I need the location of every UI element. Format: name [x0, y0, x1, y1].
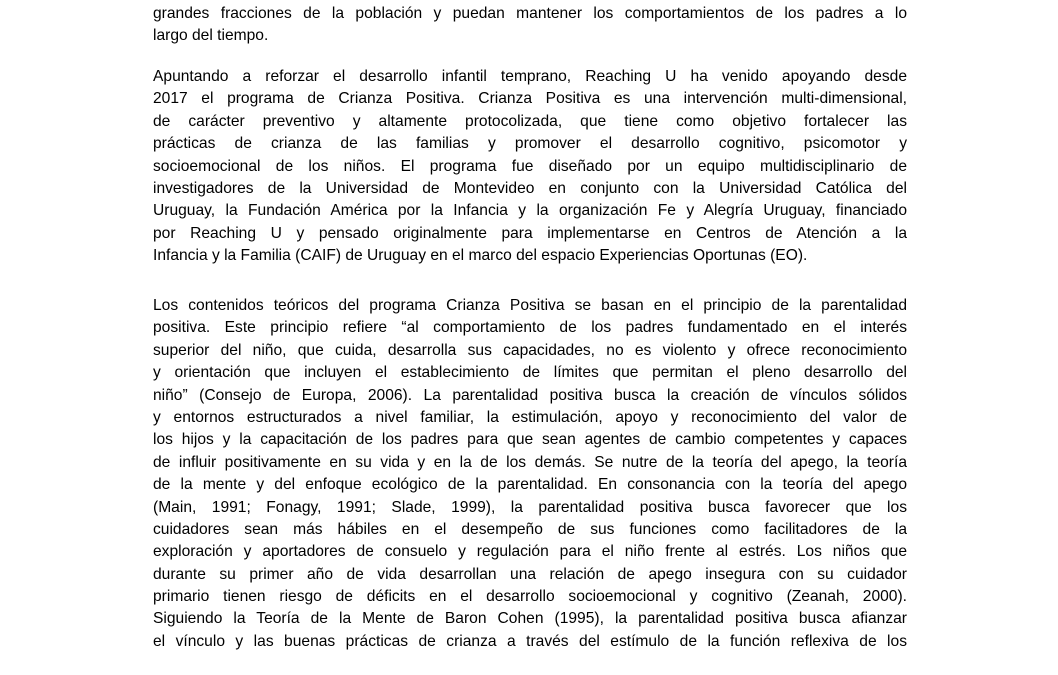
- paragraph-3: [153, 295, 907, 653]
- paragraph-1: [153, 3, 907, 48]
- text-line: positiva. Este principio refiere “al comportamiento de los padres fundamentado en el interés: [153, 319, 907, 337]
- text-line: por Reaching U y pensado originalmente para implementarse en Centros de Atención a la: [153, 224, 907, 242]
- text-line: 2017 el programa de Crianza Positiva. Crianza Positiva es una intervención multi-dimensional,: [153, 90, 907, 108]
- text-line: (Main, 1991; Fonagy, 1991; Slade, 1999), la parentalidad positiva busca favorecer que los: [153, 498, 907, 516]
- text-line: Apuntando a reforzar el desarrollo infantil temprano, Reaching U ha venido apoyando desde: [153, 68, 907, 85]
- text-line: los hijos y la capacitación de los padres para que sean agentes de cambio competentes y capaces: [153, 431, 907, 449]
- text-line: prácticas de crianza de las familias y promover el desarrollo cognitivo, psicomotor y: [153, 135, 907, 153]
- text-line: Los contenidos teóricos del programa Crianza Positiva se basan en el principio de la parentalidad: [153, 297, 907, 314]
- text-line: niño” (Consejo de Europa, 2006). La parentalidad positiva busca la creación de vínculos sólidos: [153, 386, 907, 404]
- text-line: primario tienen riesgo de déficits en el desarrollo socioemocional y cognitivo (Zeanah, 2000).: [153, 588, 907, 606]
- text-line: y entornos estructurados a nivel familiar, la estimulación, apoyo y reconocimiento del valor de: [153, 408, 907, 426]
- text-line: largo del tiempo.: [153, 27, 269, 45]
- text-line: y orientación que incluyen el establecimiento de límites que permitan el pleno desarrollo del: [153, 364, 907, 382]
- text-line: de influir positivamente en su vida y en la de los demás. Se nutre de la teoría del apego, la teoría: [153, 453, 907, 471]
- text-line: de la mente y del enfoque ecológico de la parentalidad. En consonancia con la teoría del apego: [153, 476, 907, 494]
- text-line: cuidadores sean más hábiles en el desempeño de sus funciones como facilitadores de la: [153, 520, 907, 538]
- text-line: el vínculo y las buenas prácticas de crianza a través del estímulo de la función reflexiva de los: [153, 632, 907, 650]
- text-line: durante su primer año de vida desarrollan una relación de apego insegura con su cuidador: [153, 565, 907, 583]
- text-line: Siguiendo la Teoría de la Mente de Baron Cohen (1995), la parentalidad positiva busca afianzar: [153, 610, 907, 628]
- document-page: [153, 0, 907, 675]
- text-line: grandes fracciones de la población y puedan mantener los comportamientos de los padres a lo: [153, 5, 907, 22]
- text-line: socioemocional de los niños. El programa fue diseñado por un equipo multidisciplinario de: [153, 157, 907, 175]
- text-line: de carácter preventivo y altamente protocolizada, que tiene como objetivo fortalecer las: [153, 112, 907, 130]
- text-line: Uruguay, la Fundación América por la Infancia y la organización Fe y Alegría Uruguay, financiado: [153, 202, 907, 220]
- text-line: exploración y aportadores de consuelo y regulación para el niño frente al estrés. Los niños que: [153, 543, 907, 561]
- text-line: Infancia y la Familia (CAIF) de Uruguay en el marco del espacio Experiencias Oportunas (EO).: [153, 247, 808, 265]
- paragraph-2: [153, 66, 907, 268]
- text-line: investigadores de la Universidad de Montevideo en conjunto con la Universidad Católica del: [153, 179, 907, 197]
- text-line: superior del niño, que cuida, desarrolla sus capacidades, no es violento y ofrece reconocimiento: [153, 341, 907, 359]
